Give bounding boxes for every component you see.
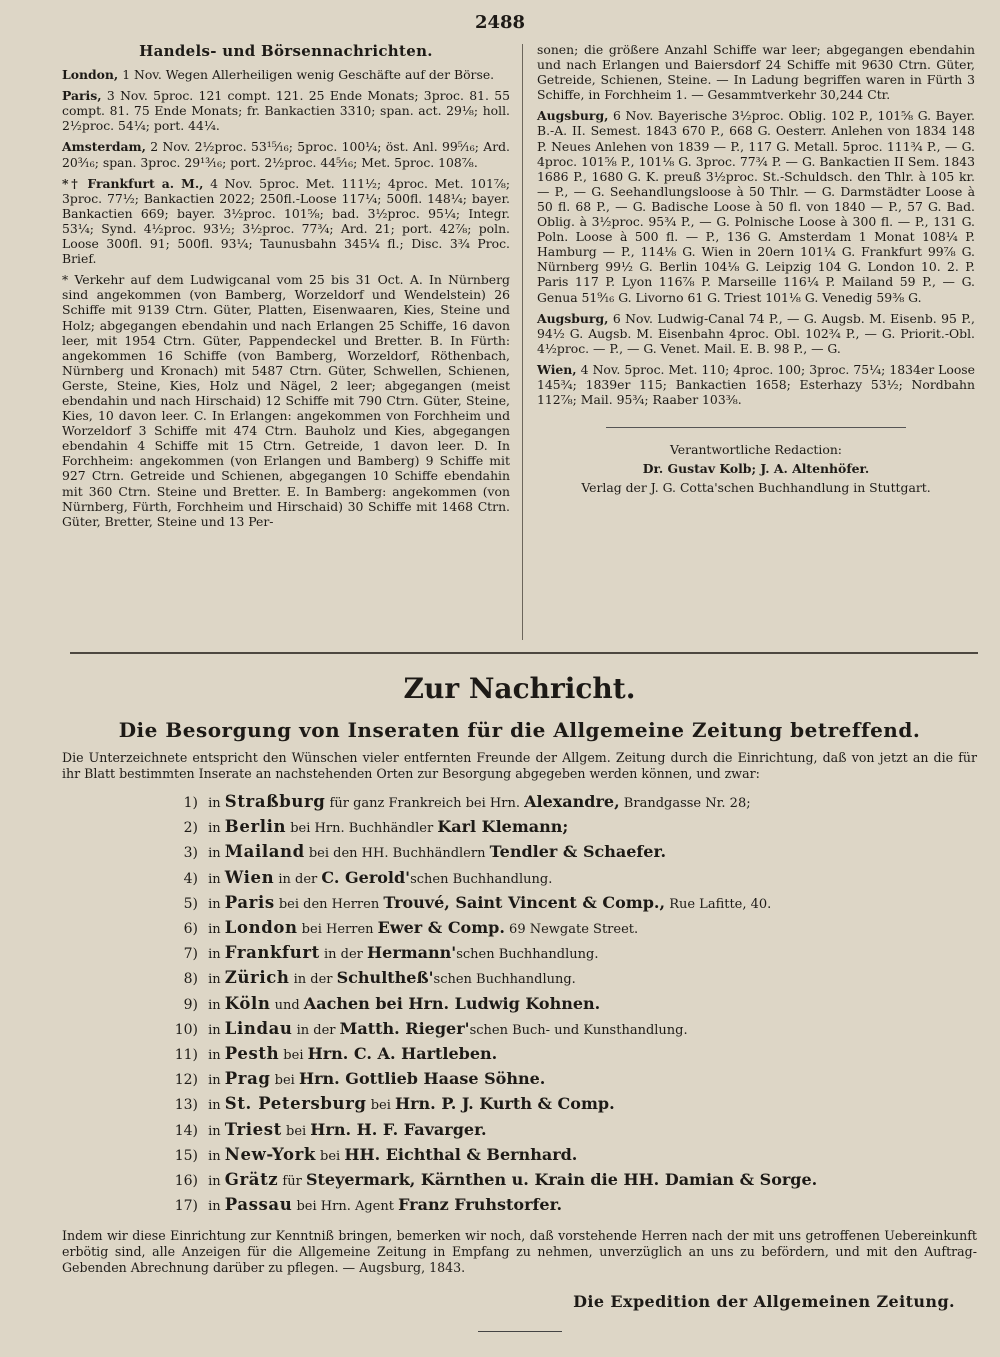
paragraph-text: 6 Nov. Ludwig-Canal 74 P., — G. Augsb. M. Eisenb. 95 P., 94½ G. Augsb. M. Eisenbahn 4proc. Obl. 102¾ P., — G. Priorit.-Obl. 4½proc. — P., — G. Venet. Mail. E. B. 98 P., — G.: [537, 310, 975, 356]
item-firm: Hrn. H. F. Favarger.: [310, 1119, 487, 1139]
item-middle: bei Herren: [297, 922, 378, 938]
item-middle: bei Hrn. Buchhändler: [286, 821, 438, 837]
agent-list-item: [162, 941, 977, 966]
item-firm: Steyermark, Kärnthen u. Krain die HH. Damian & Sorge.: [305, 1170, 818, 1190]
end-rule: [478, 1331, 562, 1332]
item-prefix: in: [204, 947, 225, 963]
item-firm: Alexandre,: [524, 792, 620, 811]
item-city: Wien: [224, 867, 275, 887]
agent-list-item: [162, 1017, 977, 1042]
item-firm: Aachen bei Hrn. Ludwig Kohnen.: [303, 993, 601, 1013]
redaction-block: [537, 427, 975, 495]
agent-list-item: [162, 966, 977, 991]
item-number: 9): [183, 996, 198, 1013]
market-name: Amsterdam,: [62, 139, 146, 155]
item-number: 16): [174, 1173, 198, 1190]
notice-signature: Die Expedition der Allgemeinen Zeitung.: [573, 1292, 955, 1312]
market-name: *† Frankfurt a. M.,: [62, 175, 204, 191]
item-number: 10): [174, 1021, 198, 1038]
item-suffix: 69 Newgate Street.: [504, 922, 639, 938]
paragraph-text: 2 Nov. 2½proc. 53¹⁵⁄₁₆; 5proc. 100¼; öst. Anl. 99⁵⁄₁₆; Ard. 20³⁄₁₆; span. 3proc. 29¹³⁄₁₆; port. 2½proc. 44⁵⁄₁₆; Met. 5proc. 108⅞.: [62, 139, 510, 170]
item-prefix: in: [204, 997, 225, 1013]
left-paragraph: [62, 139, 510, 169]
page-number: 2488: [474, 12, 526, 33]
item-prefix: in: [204, 1148, 225, 1164]
redaction-separator: [606, 427, 906, 428]
agent-list-item: [162, 992, 977, 1017]
item-firm: Hrn. Gottlieb Haase Söhne.: [298, 1069, 546, 1089]
item-middle: bei: [279, 1048, 308, 1064]
agent-list-item: [162, 866, 977, 891]
agent-list-item: [162, 1143, 977, 1168]
right-paragraph: [537, 311, 975, 356]
item-prefix: in: [204, 871, 225, 887]
item-city: Grätz: [224, 1170, 279, 1190]
item-city: Paris: [224, 892, 275, 912]
item-city: Triest: [224, 1119, 282, 1139]
paragraph-text: 6 Nov. Bayerische 3½proc. Oblig. 102 P., 101⅝ G. Bayer. B.-A. II. Semest. 1843 670 P., 668 G. Oesterr. Anlehen von 1834 148 P. Neues Anlehen von 1839 — P., 117 G. Metall. 5proc. 111¾ P., — G. 4proc. 101⅝ P., 101⅛ G. 3proc. 77¾ P. — G. Bankactien II Sem. 1843 1686 P., 1680 G. K. preuß 3½proc. St.-Schuldsch. den Thlr. à 105 kr. — P., — G. Seehandlungsloose à 50 Thlr. — G. Darmstädter Loose à 50 fl. 68 P., — G. Badische Loose à 50 fl. von 1840 — P., 57 G. Bad. Oblig. à 3½proc. 95¾ P., — G. Polnische Loose à 300 fl. — P., 131 G. Poln. Loose à 500 fl. — P., 136 G. Amsterdam 1 Monat 108¼ P. Hamburg — P., 114⅛ G. Wien in 20ern 101¼ G. Frankfurt 99⅞ G. Nürnberg 99½ G. Berlin 104⅛ G. Leipzig 104 G. London 10. 2. P. Paris 117 P. Lyon 116⅞ P. Marseille 116¼ P. Mailand 59 P., — G. Genua 51⁹⁄₁₆ G. Livorno 61 G. Triest 101⅛ G. Venedig 59⅜ G.: [537, 108, 975, 305]
agent-list-item: [162, 891, 977, 916]
paragraph-text: 3 Nov. 5proc. 121 compt. 121. 25 Ende Monats; 3proc. 81. 55 compt. 81. 75 Ende Monats; fr. Bankactien 3310; span. act. 29⅛; holl. 2½proc. 54¼; port. 44¼.: [62, 88, 510, 134]
agent-list-item: [162, 815, 977, 840]
item-prefix: in: [204, 972, 225, 988]
agent-list-item: [162, 1042, 977, 1067]
item-prefix: in: [204, 922, 225, 938]
item-number: 15): [174, 1147, 198, 1164]
item-prefix: in: [204, 846, 225, 862]
notice-title: Zur Nachricht.: [403, 672, 636, 705]
item-firm: Franz Fruhstorfer.: [398, 1195, 563, 1215]
item-number: 8): [183, 971, 198, 988]
right-paragraph: [537, 362, 975, 407]
market-name: Wien,: [537, 361, 577, 377]
section-heading: Handels- und Börsennachrichten.: [139, 42, 433, 60]
item-firm: Hrn. C. A. Hartleben.: [307, 1044, 498, 1064]
right-column: [537, 42, 975, 499]
item-prefix: in: [204, 1174, 225, 1190]
item-middle: bei den HH. Buchhändlern: [304, 846, 490, 862]
agent-list-item: [162, 790, 977, 815]
item-middle: in der: [319, 947, 368, 963]
item-middle: bei: [315, 1148, 345, 1164]
paragraph-text: * Verkehr auf dem Ludwigcanal vom 25 bis 31 Oct. A. In Nürnberg sind angekommen (von Bamberg, Worzeldorf und Wendelstein) 26 Schiffe mit 9139 Ctrn. Güter, Platten, Eisenwaaren, Kies, Steine und Holz; abgegangen ebendahin und nach Erlangen 25 Schiffe, 16 davon leer, mit 1954 Ctrn. Güter, Pappendeckel und Bretter. B. In Fürth: angekommen 16 Schiffe (von Bamberg, Worzeldorf, Röthenbach, Nürnberg und Kronach) mit 5487 Ctrn. Güter, Schwellen, Schienen, Gerste, Steine, Kies, Holz und Nägel, 2 leer; abgegangen (meist ebendahin und nach Hirschaid) 12 Schiffe mit 790 Ctrn. Güter, Steine, Kies, 10 davon leer. C. In Erlangen: angekommen von Forchheim und Worzeldorf 3 Schiffe mit 474 Ctrn. Bauholz und Kies, abgegangen ebendahin 4 Schiffe mit 15 Ctrn. Getreide, 1 davon leer. D. In Forchheim: angekommen (von Erlangen und Bamberg) 9 Schiffe mit 927 Ctrn. Getreide und Schienen, abgegangen 10 Schiffe ebendahin mit 360 Ctrn. Steine und Bretter. E. In Bamberg: angekommen (von Nürnberg, Fürth, Forchheim und Hirschaid) 30 Schiffe mit 1468 Ctrn. Güter, Bretter, Steine und 13 Per-: [62, 272, 510, 529]
paragraph-text: 4 Nov. 5proc. Met. 110; 4proc. 100; 3proc. 75¼; 1834er Loose 145¾; 1839er 115; Bankactien 1658; Esterhazy 53½; Nordbahn 112⅞; Mail. 95¾; Raaber 103⅜.: [537, 361, 975, 408]
item-firm: Trouvé, Saint Vincent & Comp.,: [383, 892, 666, 912]
item-city: Pesth: [224, 1044, 280, 1064]
item-prefix: in: [204, 1098, 225, 1114]
item-middle: in der: [274, 871, 322, 887]
item-city: Zürich: [224, 968, 290, 988]
item-city: Prag: [224, 1069, 271, 1089]
agent-list-item: [162, 1092, 977, 1117]
agent-list-item: [162, 1168, 977, 1193]
item-city: Köln: [224, 993, 271, 1013]
item-middle: für: [278, 1174, 306, 1190]
item-middle: für ganz Frankreich bei Hrn.: [325, 796, 525, 811]
agent-list-item: [162, 1193, 977, 1218]
item-suffix: schen Buchhandlung.: [456, 947, 599, 963]
item-firm: Tendler & Schaefer.: [489, 842, 667, 862]
item-firm: Ewer & Comp.: [377, 918, 505, 938]
left-paragraph: [62, 88, 510, 133]
item-number: 6): [183, 921, 198, 938]
redaction-label: Verantwortliche Redaction:: [670, 442, 842, 458]
item-suffix: Rue Lafitte, 40.: [665, 896, 772, 912]
item-number: 7): [183, 946, 198, 963]
right-paragraph: [537, 42, 975, 102]
item-prefix: in: [204, 896, 225, 912]
item-firm: Schultheß': [336, 968, 434, 988]
item-number: 3): [183, 845, 198, 862]
agent-list-item: [162, 840, 977, 865]
item-number: 2): [183, 820, 198, 837]
item-city: Passau: [224, 1195, 293, 1215]
item-firm: Karl Klemann;: [437, 817, 569, 837]
market-name: Augsburg,: [537, 310, 609, 326]
left-paragraph: [62, 67, 510, 82]
left-column: [62, 42, 510, 535]
item-prefix: in: [204, 1199, 225, 1215]
item-middle: bei: [366, 1098, 395, 1114]
right-paragraphs: [537, 42, 975, 407]
item-number: 5): [183, 895, 198, 912]
item-number: 4): [183, 870, 198, 887]
item-firm: Matth. Rieger': [339, 1018, 470, 1038]
item-number: 17): [174, 1198, 198, 1215]
item-city: Straßburg: [224, 792, 326, 811]
item-prefix: in: [204, 1073, 225, 1089]
item-middle: bei Hrn. Agent: [292, 1199, 399, 1215]
item-city: Frankfurt: [224, 943, 320, 963]
item-middle: in der: [292, 1022, 340, 1038]
item-number: 13): [174, 1097, 198, 1114]
item-suffix: schen Buch- und Kunsthandlung.: [469, 1022, 688, 1038]
item-prefix: in: [204, 1048, 225, 1064]
column-divider: [522, 44, 523, 640]
item-city: Lindau: [224, 1018, 293, 1038]
paragraph-text: sonen; die größere Anzahl Schiffe war leer; abgegangen ebendahin und nach Erlangen und Baiersdorf 24 Schiffe mit 9630 Ctrn. Güter, Getreide, Schienen, Steine. — In Ladung begriffen waren in Fürth 3 Schiffe, in Forchheim 1. — Gesammtverkehr 30,244 Ctr.: [537, 42, 975, 103]
item-number: 12): [174, 1072, 198, 1089]
paragraph-text: 1 Nov. Wegen Allerheiligen wenig Geschäfte auf der Börse.: [118, 67, 495, 83]
market-name: London,: [62, 67, 119, 83]
market-name: Paris,: [62, 88, 102, 104]
section-divider: [70, 652, 978, 654]
item-number: 11): [174, 1047, 198, 1064]
left-paragraph: [62, 176, 510, 267]
item-number: 14): [174, 1122, 198, 1139]
redaction-names: Dr. Gustav Kolb; J. A. Altenhöfer.: [642, 461, 870, 477]
item-prefix: in: [204, 1123, 225, 1139]
market-name: Augsburg,: [537, 108, 609, 124]
agent-list-item: [162, 916, 977, 941]
left-paragraph: [62, 272, 510, 529]
notice-subtitle: Die Besorgung von Inseraten für die Allgemeine Zeitung betreffend.: [118, 718, 921, 742]
agent-list-item: [162, 1118, 977, 1143]
agent-list-item: [162, 1067, 977, 1092]
item-suffix: schen Buchhandlung.: [433, 972, 576, 988]
item-prefix: in: [204, 1022, 225, 1038]
paragraph-text: 4 Nov. 5proc. Met. 111½; 4proc. Met. 101⅞; 3proc. 77½; Bankactien 2022; 250fl.-Loose 117¼; 500fl. 148¼; bayer. Bankactien 669; bayer. 3½proc. 101⅝; bad. 3½proc. 95¼; Integr. 53¼; Synd. 4½proc. 93½; 3½proc. 77¾; Ard. 21; port. 42⅞; poln. Loose 300fl. 91; 500fl. 93¼; Taunusbahn 345¼ fl.; Disc. 3¾ Proc. Brief.: [62, 175, 511, 267]
item-firm: Hrn. P. J. Kurth & Comp.: [395, 1094, 615, 1114]
item-city: London: [224, 918, 298, 938]
item-middle: bei den Herren: [274, 896, 384, 912]
item-firm: HH. Eichthal & Bernhard.: [344, 1144, 578, 1164]
item-suffix: Brandgasse Nr. 28;: [619, 796, 751, 811]
right-paragraph: [537, 108, 975, 304]
notice-section: [62, 672, 977, 1332]
item-suffix: schen Buchhandlung.: [410, 871, 553, 887]
agent-list: [62, 790, 977, 1218]
item-firm: Hermann': [367, 943, 457, 963]
item-prefix: in: [204, 796, 225, 811]
item-number: 1): [183, 795, 198, 811]
item-middle: in der: [289, 972, 337, 988]
item-city: St. Petersburg: [224, 1094, 367, 1114]
left-paragraphs: [62, 67, 510, 529]
notice-intro: Die Unterzeichnete entspricht den Wünschen vieler entfernten Freunde der Allgem. Zeitung durch die Einrichtung, daß von jetzt an die für ihr Blatt bestimmten Inserate an nachstehenden Orten zur Besorgung abgegeben werden können, und zwar:: [62, 750, 977, 781]
item-city: New-York: [224, 1144, 316, 1164]
item-middle: und: [270, 997, 304, 1013]
item-city: Berlin: [224, 817, 287, 837]
notice-closing: Indem wir diese Einrichtung zur Kenntniß bringen, bemerken wir noch, daß vorstehende Herren nach der mit uns getroffenen Uebereinkunft erbötig sind, alle Anzeigen für die Allgemeine Zeitung in Empfang zu nehmen, unverzüglich an uns zu befördern, und mit den Auftrag-Gebenden Abrechnung darüber zu pflegen. — Augsburg, 1843.: [62, 1228, 977, 1276]
publisher-line: Verlag der J. G. Cotta'schen Buchhandlung in Stuttgart.: [581, 480, 931, 496]
item-middle: bei: [281, 1123, 311, 1139]
item-prefix: in: [204, 821, 225, 837]
item-middle: bei: [270, 1073, 299, 1089]
item-firm: C. Gerold': [321, 867, 411, 887]
item-city: Mailand: [224, 842, 305, 862]
